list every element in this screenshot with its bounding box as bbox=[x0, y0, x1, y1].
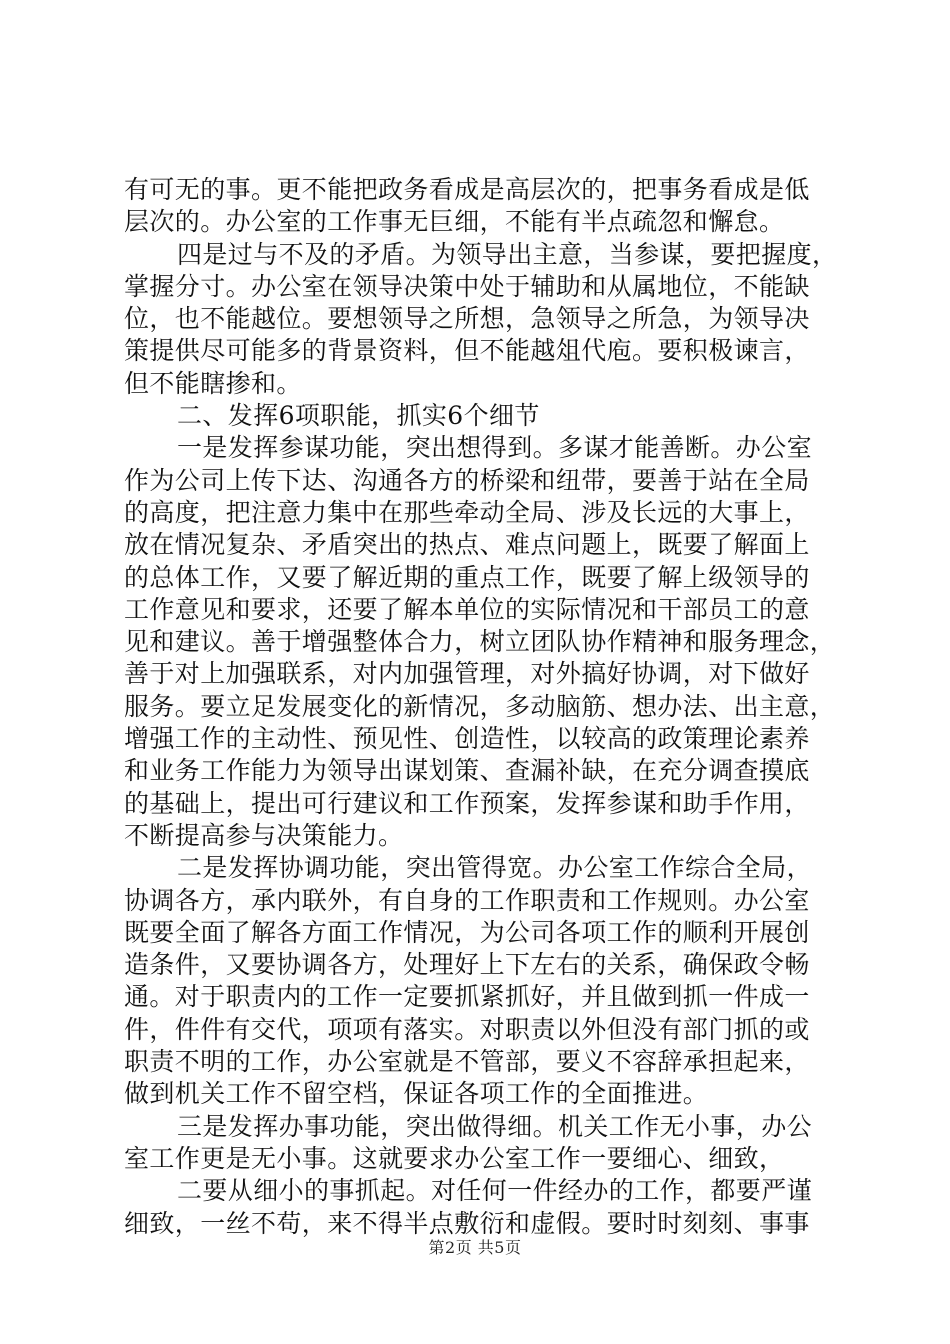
text-line: 二、发挥6项职能，抓实6个细节 bbox=[177, 401, 540, 431]
text-line: 策提供尽可能多的背景资料，但不能越俎代庖。要积极谏言， bbox=[124, 336, 810, 366]
text-line: 工作意见和要求，还要了解本单位的实际情况和干部员工的意 bbox=[124, 594, 810, 624]
text-line: 四是过与不及的矛盾。为领导出主意，当参谋，要把握度， bbox=[177, 239, 838, 269]
text-line: 增强工作的主动性、预见性、创造性，以较高的政策理论素养 bbox=[124, 724, 810, 754]
text-line: 掌握分寸。办公室在领导决策中处于辅助和从属地位，不能缺 bbox=[124, 271, 810, 301]
text-line: 做到机关工作不留空档，保证各项工作的全面推进。 bbox=[124, 1079, 709, 1109]
text-line: 服务。要立足发展变化的新情况，多动脑筋、想办法、出主意， bbox=[124, 691, 836, 721]
text-line: 室工作更是无小事。这就要求办公室工作一要细心、细致， bbox=[124, 1143, 785, 1173]
text-line: 的基础上，提出可行建议和工作预案，发挥参谋和助手作用， bbox=[124, 788, 810, 818]
text-line: 细致，一丝不苟，来不得半点敷衍和虚假。要时时刻刻、事事 bbox=[124, 1208, 810, 1238]
text-line: 作为公司上传下达、沟通各方的桥梁和纽带，要善于站在全局 bbox=[124, 465, 810, 495]
text-line: 造条件，又要协调各方，处理好上下左右的关系，确保政令畅 bbox=[124, 950, 810, 980]
text-line: 件，件件有交代，项项有落实。对职责以外但没有部门抓的或 bbox=[124, 1014, 810, 1044]
document-body bbox=[124, 174, 844, 1240]
text-line: 善于对上加强联系，对内加强管理，对外搞好协调，对下做好 bbox=[124, 659, 810, 689]
text-line: 职责不明的工作，办公室就是不管部，要义不容辞承担起来， bbox=[124, 1047, 810, 1077]
page-footer: 第2页 共5页 bbox=[428, 1238, 522, 1257]
text-line: 但不能瞎掺和。 bbox=[124, 368, 302, 398]
text-line: 见和建议。善于增强整体合力，树立团队协作精神和服务理念， bbox=[124, 627, 836, 657]
text-line: 位，也不能越位。要想领导之所想，急领导之所急，为领导决 bbox=[124, 304, 810, 334]
text-line: 二要从细小的事抓起。对任何一件经办的工作，都要严谨 bbox=[177, 1176, 813, 1206]
text-line: 三是发挥办事功能，突出做得细。机关工作无小事，办公 bbox=[177, 1111, 813, 1141]
text-line: 协调各方，承内联外，有自身的工作职责和工作规则。办公室 bbox=[124, 885, 810, 915]
text-line: 的总体工作，又要了解近期的重点工作，既要了解上级领导的 bbox=[124, 562, 810, 592]
text-line: 一是发挥参谋功能，突出想得到。多谋才能善断。办公室 bbox=[177, 433, 813, 463]
text-line: 和业务工作能力为领导出谋划策、查漏补缺，在充分调查摸底 bbox=[124, 756, 810, 786]
text-line: 通。对于职责内的工作一定要抓紧抓好，并且做到抓一件成一 bbox=[124, 982, 810, 1012]
text-line: 不断提高参与决策能力。 bbox=[124, 820, 404, 850]
text-line: 二是发挥协调功能，突出管得宽。办公室工作综合全局， bbox=[177, 853, 813, 883]
text-line: 层次的。办公室的工作事无巨细，不能有半点疏忽和懈怠。 bbox=[124, 207, 785, 237]
text-line: 既要全面了解各方面工作情况，为公司各项工作的顺利开展创 bbox=[124, 917, 810, 947]
text-line: 有可无的事。更不能把政务看成是高层次的，把事务看成是低 bbox=[124, 175, 810, 204]
text-line: 的高度，把注意力集中在那些牵动全局、涉及长远的大事上， bbox=[124, 497, 810, 527]
text-line: 放在情况复杂、矛盾突出的热点、难点问题上，既要了解面上 bbox=[124, 530, 810, 560]
